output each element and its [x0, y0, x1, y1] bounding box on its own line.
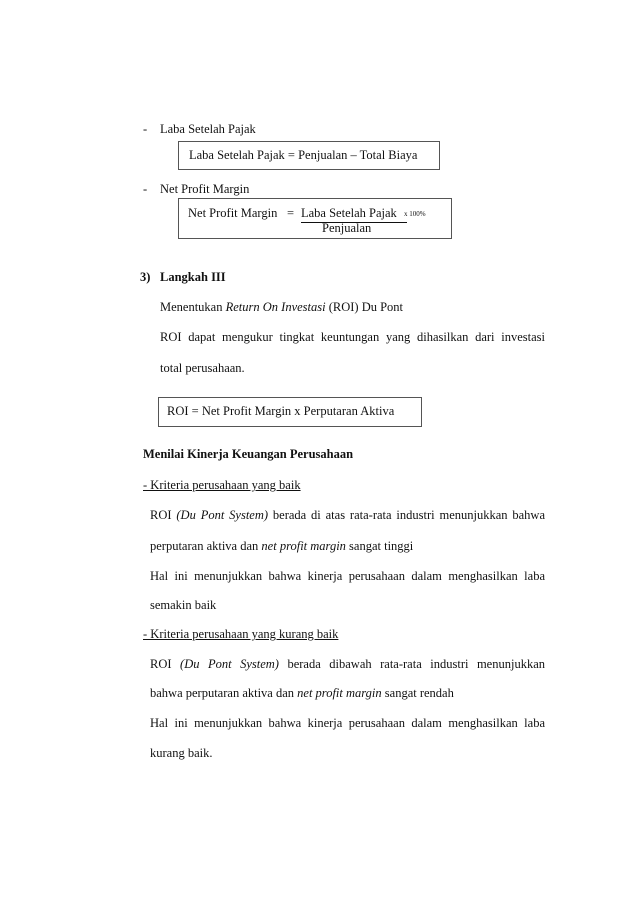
formula-laba-text: Laba Setelah Pajak = Penjualan – Total Biaya: [189, 148, 418, 162]
section-heading: Menilai Kinerja Keuangan Perusahaan: [143, 447, 354, 461]
criteria-good-line3: Hal ini menunjukkan bahwa kinerja perusahaan dalam menghasilkan laba: [150, 569, 545, 583]
step-number: 3): [140, 270, 151, 284]
formula-npm-numerator: Laba Setelah Pajak: [301, 206, 397, 220]
formula-npm-equals: =: [287, 206, 295, 220]
step-heading: Langkah III: [160, 270, 226, 284]
step3-line2: ROI dapat mengukur tingkat keuntungan yang dihasilkan dari investasi: [160, 330, 545, 344]
bullet-label-net-profit-margin: Net Profit Margin: [160, 182, 250, 196]
step3-line3: total perusahaan.: [160, 361, 245, 375]
step3-line1: Menentukan Return On Investasi (ROI) Du Pont: [160, 300, 404, 314]
formula-box-npm: [178, 198, 452, 239]
formula-box-roi: [158, 397, 422, 427]
criteria-good-title: - Kriteria perusahaan yang baik: [143, 478, 301, 492]
criteria-good-line2: perputaran aktiva dan net profit margin sangat tinggi: [150, 539, 414, 553]
formula-npm-multiplier: x 100%: [404, 210, 426, 218]
criteria-good-line1: ROI (Du Pont System) berada di atas rata-rata industri menunjukkan bahwa: [150, 508, 545, 522]
criteria-good-line4: semakin baik: [150, 598, 217, 612]
criteria-bad-line4: kurang baik.: [150, 746, 213, 760]
bullet-dash: -: [143, 182, 148, 196]
criteria-bad-title: - Kriteria perusahaan yang kurang baik: [143, 627, 339, 641]
bullet-label-laba-setelah-pajak: Laba Setelah Pajak: [160, 122, 256, 136]
formula-roi-text: ROI = Net Profit Margin x Perputaran Aktiva: [167, 404, 395, 418]
formula-box-laba: [178, 141, 440, 170]
bullet-dash: -: [143, 122, 148, 136]
criteria-bad-line1: ROI (Du Pont System) berada dibawah rata-rata industri menunjukkan: [150, 657, 545, 671]
criteria-bad-line2: bahwa perputaran aktiva dan net profit margin sangat rendah: [150, 686, 454, 700]
formula-npm-lhs: Net Profit Margin: [188, 206, 278, 220]
formula-npm-denominator: Penjualan: [322, 221, 372, 235]
criteria-bad-line3: Hal ini menunjukkan bahwa kinerja perusahaan dalam menghasilkan laba: [150, 716, 545, 730]
